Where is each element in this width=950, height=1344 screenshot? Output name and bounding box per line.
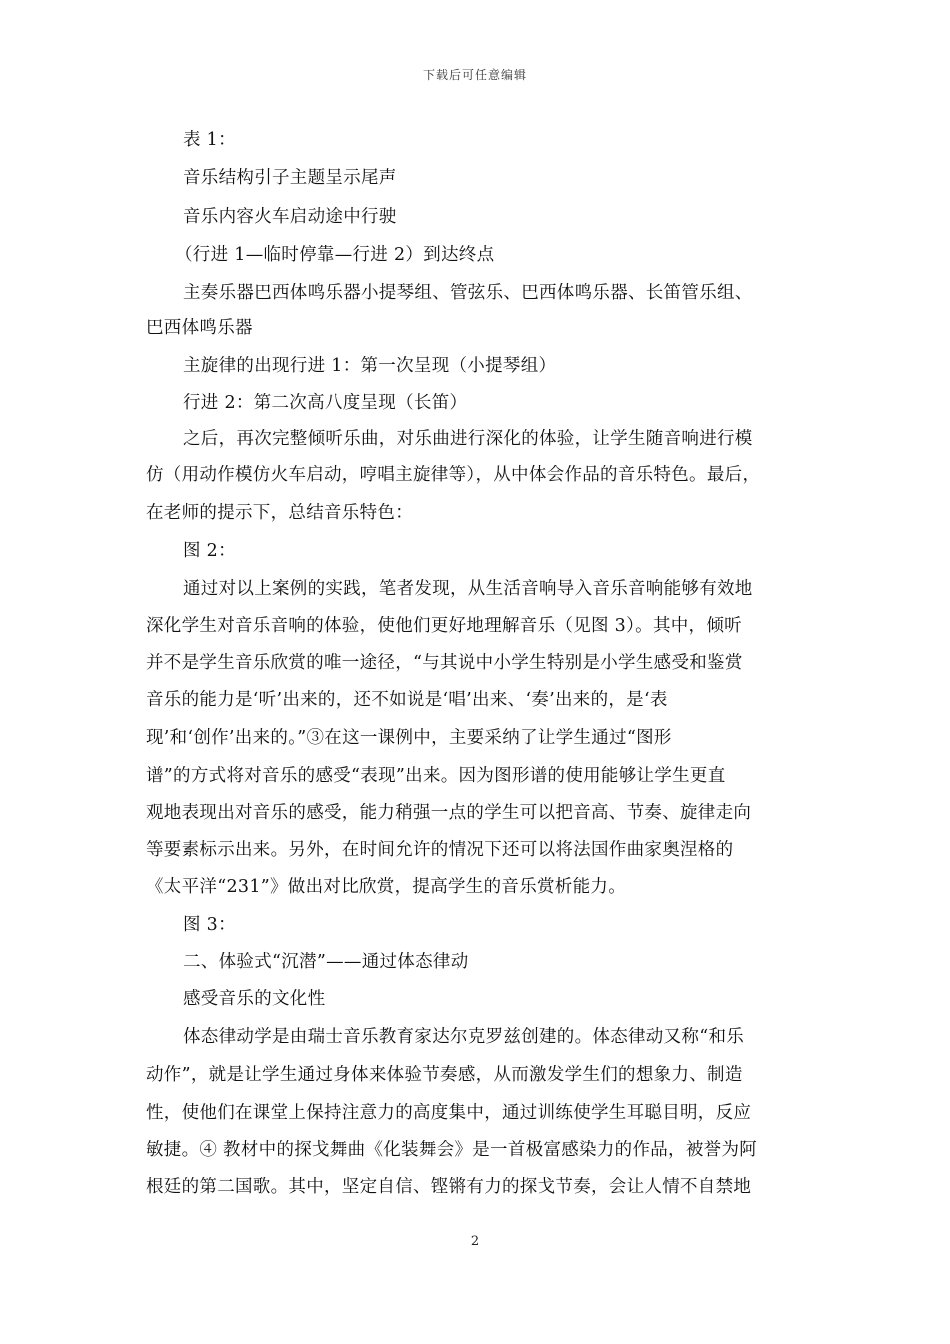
figure-2-label: 图 2： [183,541,236,561]
paragraph-line: 音乐的能力是‘听’出来的，还不如说是‘唱’出来、‘奏’出来的，是‘表 [146,690,668,710]
section-heading: 二、体验式“沉潜”——通过体态律动 [183,952,469,972]
paragraph-line: 行进 2：第二次高八度呈现（长笛） [183,393,468,413]
paragraph-line: 深化学生对音乐音响的体验，使他们更好地理解音乐（见图 3）。其中，倾听 [146,616,742,636]
page-header-note: 下载后可任意编辑 [422,68,527,82]
paragraph-line: 现’和‘创作’出来的。”③在这一课例中，主要采纳了让学生通过“图形 [146,728,672,748]
figure-3-label: 图 3： [183,915,236,935]
paragraph-line: 谱”的方式将对音乐的感受“表现”出来。因为图形谱的使用能够让学生更直 [146,766,726,786]
section-heading: 感受音乐的文化性 [183,989,326,1009]
paragraph-line: 主奏乐器巴西体鸣乐器小提琴组、管弦乐、巴西体鸣乐器、长笛管乐组、 [183,283,753,303]
paragraph-line: 动作”，就是让学生通过身体来体验节奏感，从而激发学生们的想象力、制造 [146,1065,743,1085]
paragraph-line: 体态律动学是由瑞士音乐教育家达尔克罗兹创建的。体态律动又称“和乐 [183,1027,745,1047]
paragraph-line: 等要素标示出来。另外，在时间允许的情况下还可以将法国作曲家奥涅格的 [146,840,734,860]
paragraph-line: 观地表现出对音乐的感受，能力稍强一点的学生可以把音高、节奏、旋律走向 [146,803,752,823]
paragraph-line: 根廷的第二国歌。其中，坚定自信、铿锵有力的探戈节奏，会让人情不自禁地 [146,1177,752,1197]
paragraph-line: 巴西体鸣乐器 [146,318,253,338]
table-1-label: 表 1： [183,130,236,150]
paragraph-line: 性，使他们在课堂上保持注意力的高度集中，通过训练使学生耳聪目明，反应 [146,1103,752,1123]
paragraph-line: （行进 1—临时停靠—行进 2）到达终点 [175,245,495,265]
paragraph-line: 音乐结构引子主题呈示尾声 [183,168,397,188]
paragraph-line: 并不是学生音乐欣赏的唯一途径，“与其说中小学生特别是小学生感受和鉴赏 [146,653,743,673]
paragraph-line: 仿（用动作模仿火车启动，哼唱主旋律等），从中体会作品的音乐特色。最后， [146,465,761,485]
paragraph-line: 通过对以上案例的实践，笔者发现，从生活音响导入音乐音响能够有效地 [183,579,753,599]
paragraph-line: 敏捷。④ 教材中的探戈舞曲《化装舞会》是一首极富感染力的作品，被誉为阿 [146,1140,758,1160]
paragraph-line: 主旋律的出现行进 1：第一次呈现（小提琴组） [183,356,557,376]
paragraph-line: 之后，再次完整倾听乐曲，对乐曲进行深化的体验，让学生随音响进行模 [183,429,753,449]
paragraph-line: 《太平洋“231”》做出对比欣赏，提高学生的音乐赏析能力。 [146,877,626,897]
paragraph-line: 音乐内容火车启动途中行驶 [183,207,397,227]
paragraph-line: 在老师的提示下，总结音乐特色： [146,503,413,523]
page-number: 2 [470,1234,480,1249]
